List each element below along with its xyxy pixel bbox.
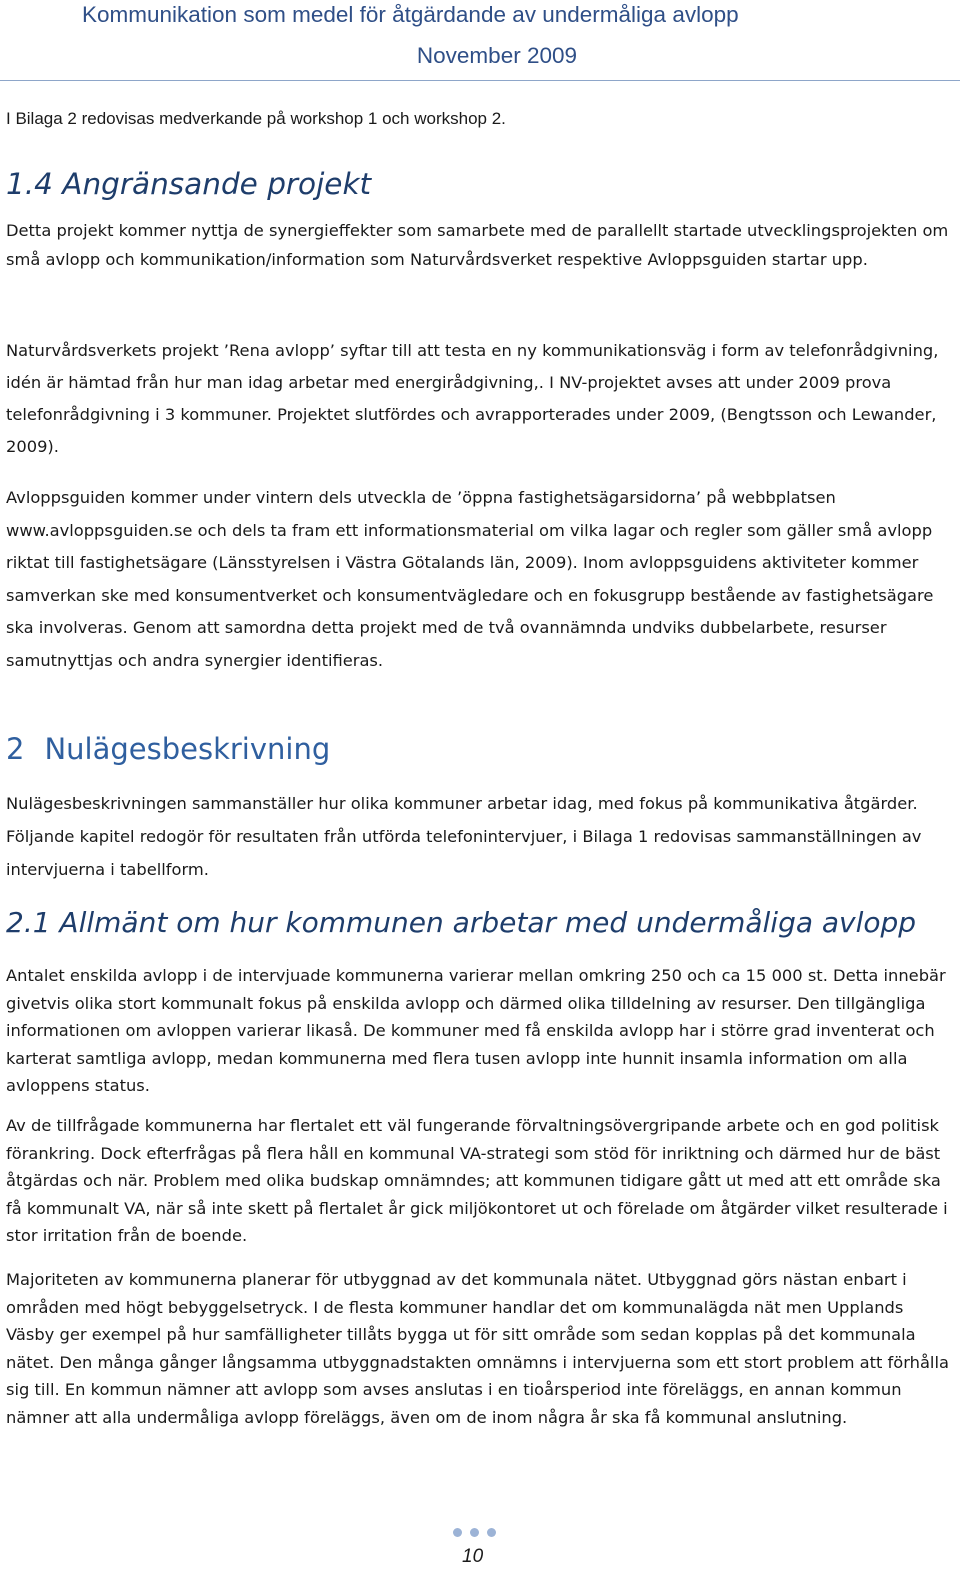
- dot-icon: [453, 1528, 462, 1537]
- section-heading-2: [6, 732, 330, 766]
- intro-line: I Bilaga 2 redovisas medverkande på workshop 1 och workshop 2.: [6, 109, 506, 128]
- paragraph: Nulägesbeskrivningen sammanställer hur olika kommuner arbetar idag, med fokus på kommunikativa åtgärder. Följande kapitel redogör för resultaten från utförda telefonintervjuer, i Bilaga 1 redovisas sammanställningen av intervjuerna i tabellform.: [6, 794, 922, 879]
- header-date: November 2009: [416, 43, 577, 68]
- page-number: 10: [462, 1546, 484, 1567]
- paragraph: Av de tillfrågade kommunerna har flertalet ett väl fungerande förvaltningsövergripande arbete och en god politisk förankring. Dock efterfrågas på flera håll en kommunal VA-strategi som stöd för inriktning och därmed hur de bäst åtgärdas och när. Problem med olika budskap omnämndes; att kommunen tidigare gått ut med att ett område ska få kommunalt VA, när så inte skett på flertalet år gick miljökontoret ut och förelade om åtgärder vilket resulterade i stor irritation från de boende.: [6, 1116, 948, 1245]
- paragraph: Majoriteten av kommunerna planerar för utbyggnad av det kommunala nätet. Utbyggnad görs nästan enbart i områden med högt bebyggelsetryck. I de flesta kommuner handlar det om kommunalägda nät men Upplands Väsby ger exempel på hur samfälligheter tillåts bygga ut för sitt område som sedan kopplas på det kommunala nätet. Den många gånger långsamma utbyggnadstakten omnämns i intervjuerna som ett stort problem att förhålla sig till. En kommun nämner att avlopp som avses anslutas i en tioårsperiod inte föreläggs, en annan kommun nämner att alla undermåliga avlopp föreläggs, även om de inom några år ska få kommunal anslutning.: [6, 1270, 949, 1427]
- header-title: Kommunikation som medel för åtgärdande av undermåliga avlopp: [82, 2, 739, 27]
- paragraph: Detta projekt kommer nyttja de synergieffekter som samarbete med de parallellt startade utvecklingsprojekten om små avlopp och kommunikation/information som Naturvårdsverket respektive Avloppsguiden startar upp.: [6, 221, 949, 269]
- footer-dots-decoration: [453, 1528, 499, 1540]
- dot-icon: [470, 1528, 479, 1537]
- dot-icon: [487, 1528, 496, 1537]
- paragraph: Antalet enskilda avlopp i de intervjuade kommunerna varierar mellan omkring 250 och ca 15 000 st. Detta innebär givetvis olika stort kommunalt fokus på enskilda avlopp och därmed olika tilldelning av resurser. Den tillgängliga informationen om avloppen varierar likaså. De kommuner med få enskilda avlopp har i större grad inventerat och karterat samtliga avlopp, medan kommunerna med flera tusen avlopp inte hunnit insamla information om alla avloppens status.: [6, 966, 946, 1095]
- section-heading-2-1: 2.1 Allmänt om hur kommunen arbetar med undermåliga avlopp: [6, 906, 917, 939]
- paragraph: Naturvårdsverkets projekt ’Rena avlopp’ syftar till att testa en ny kommunikationsväg i form av telefonrådgivning, idén är hämtad från hur man idag arbetar med energirådgivning,. I NV-projektet avses att under 2009 prova telefonrådgivning i 3 kommuner. Projektet slutfördes och avrapporterades under 2009, (Bengtsson och Lewander, 2009).: [6, 341, 939, 456]
- section-heading-1-4: 1.4 Angränsande projekt: [6, 167, 372, 201]
- page-header: [0, 0, 960, 81]
- section-number: 2: [6, 732, 25, 766]
- paragraph: Avloppsguiden kommer under vintern dels utveckla de ’öppna fastighetsägarsidorna’ på webbplatsen www.avloppsguiden.se och dels ta fram ett informationsmaterial om vilka lagar och regler som gäller små avlopp riktat till fastighetsägare (Länsstyrelsen i Västra Götalands län, 2009). Inom avloppsguidens aktiviteter kommer samverkan ske med konsumentverket och konsumentvägledare och en fokusgrupp bestående av fastighetsägare ska involveras. Genom att samordna detta projekt med de två ovannämnda undviks dubbelarbete, resurser samutnyttjas och andra synergier identifieras.: [6, 488, 934, 670]
- section-title: Nulägesbeskrivning: [44, 732, 331, 766]
